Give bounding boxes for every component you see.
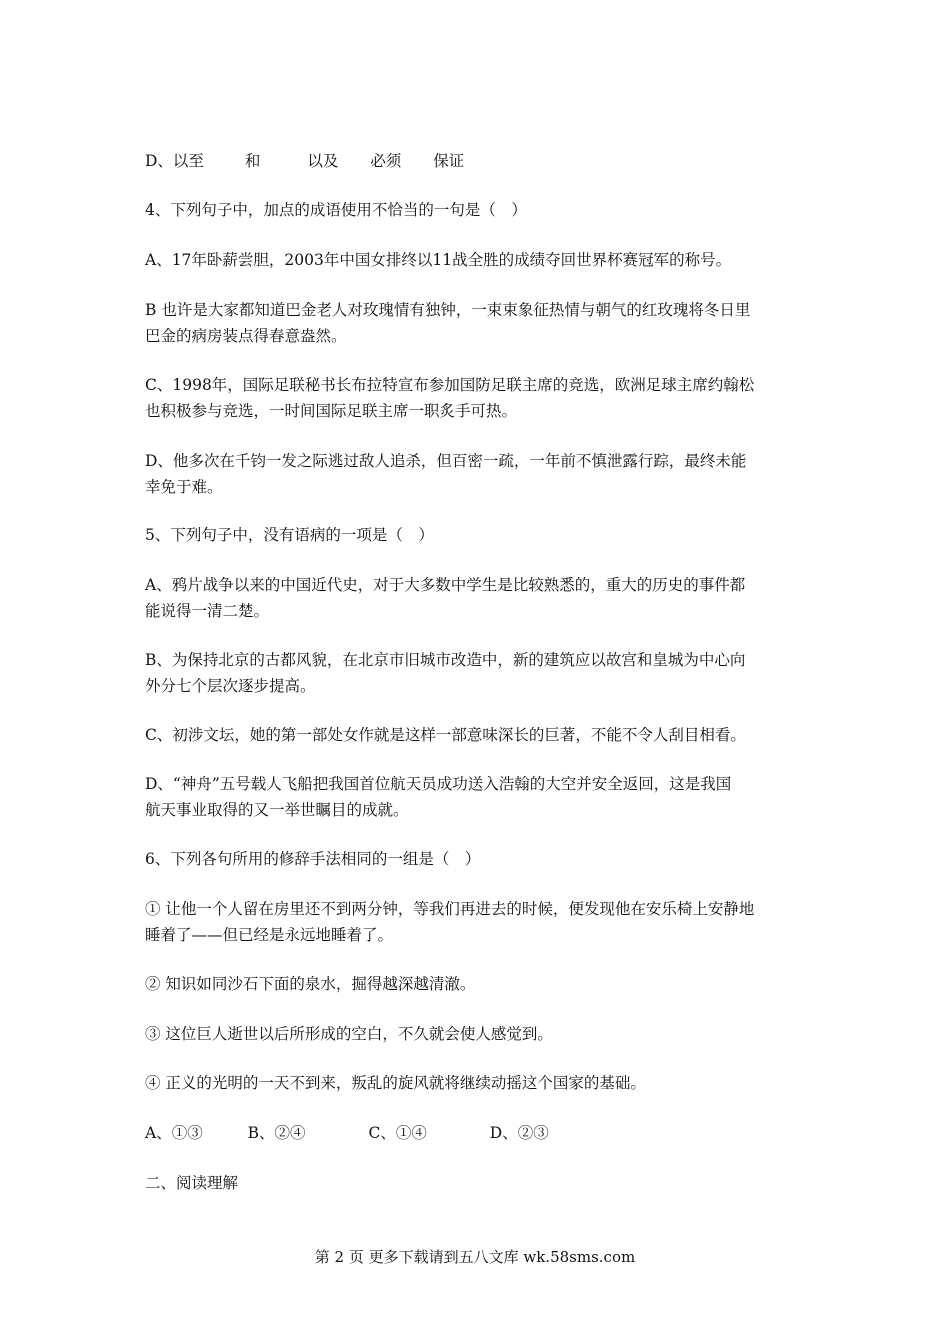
q5-option-a-line-1: A、鸦片战争以来的中国近代史，对于大多数中学生是比较熟悉的，重大的历史的事件都	[145, 576, 746, 594]
section-2-title: 二、阅读理解	[145, 1174, 239, 1192]
q4-option-c-line-1: C、1998年，国际足联秘书长布拉特宣布参加国防足联主席的竞选，欧洲足球主席约翰松	[145, 376, 755, 394]
q5-option-d-line-2: 航天事业取得的又一举世瞩目的成就。	[145, 801, 409, 819]
q5-option-b-line-1: B、为保持北京的古都风貌，在北京市旧城市改造中，新的建筑应以故宫和皇城为中心向	[145, 651, 746, 669]
q6-option-c: C、①④	[368, 1124, 427, 1142]
q4-option-c-line-2: 也积极参与竞选，一时间国际足联主席一职炙手可热。	[145, 402, 518, 420]
q6-stem: 6、下列各句所用的修辞手法相同的一组是（ ）	[145, 850, 481, 868]
q3-option-d-word-4: 保证	[433, 152, 465, 170]
q4-option-a: A、17年卧薪尝胆，2003年中国女排终以11战全胜的成绩夺回世界杯赛冠军的称号。	[145, 251, 732, 269]
q5-option-a-line-2: 能说得一清二楚。	[145, 602, 270, 620]
q6-sentence-2: ② 知识如同沙石下面的泉水，掘得越深越清澈。	[145, 975, 476, 993]
q5-option-b-line-2: 外分七个层次逐步提高。	[145, 677, 316, 695]
q6-option-b: B、②④	[247, 1124, 306, 1142]
q6-options	[145, 1120, 810, 1146]
page-footer: 第 2 页 更多下载请到五八文库 wk.58sms.com	[314, 1248, 636, 1266]
q4-option-b-line-2: 巴金的病房装点得春意盎然。	[145, 327, 347, 345]
q5-option-c: C、初涉文坛，她的第一部处女作就是这样一部意味深长的巨著，不能不令人刮目相看。	[145, 726, 746, 744]
q3-option-d-word-1: 和	[244, 152, 261, 170]
q6-sentence-3: ③ 这位巨人逝世以后所形成的空白，不久就会使人感觉到。	[145, 1025, 553, 1043]
q4-option-b-line-1: B 也许是大家都知道巴金老人对玫瑰情有独钟，一束束象征热情与朝气的红玫瑰将冬日里	[145, 301, 751, 319]
q4-stem: 4、下列句子中，加点的成语使用不恰当的一句是（ ）	[145, 201, 527, 219]
q5-stem: 5、下列句子中，没有语病的一项是（ ）	[145, 526, 434, 544]
q6-sentence-1-line-1: ① 让他一个人留在房里还不到两分钟，等我们再进去的时候，便发现他在安乐椅上安静地	[145, 900, 755, 918]
q3-option-d-word-2: 以及	[307, 152, 339, 170]
q6-sentence-4: ④ 正义的光明的一天不到来，叛乱的旋风就将继续动摇这个国家的基础。	[145, 1074, 646, 1092]
q4-option-d-line-2: 幸免于难。	[145, 478, 223, 496]
q3-option-d-word-3: 必须	[370, 152, 402, 170]
q4-option-d-line-1: D、他多次在千钧一发之际逃过敌人追杀，但百密一疏，一年前不慎泄露行踪，最终未能	[145, 452, 747, 470]
q3-option-d-label: D、以至	[145, 152, 204, 170]
q3-option-d	[145, 148, 810, 174]
q6-option-a: A、①③	[145, 1124, 203, 1142]
q5-option-d-line-1: D、“神舟”五号载人飞船把我国首位航天员成功送入浩翰的大空并安全返回，这是我国	[145, 775, 732, 793]
q6-sentence-1-line-2: 睡着了——但已经是永远地睡着了。	[145, 926, 394, 944]
q6-option-d: D、②③	[489, 1124, 549, 1142]
